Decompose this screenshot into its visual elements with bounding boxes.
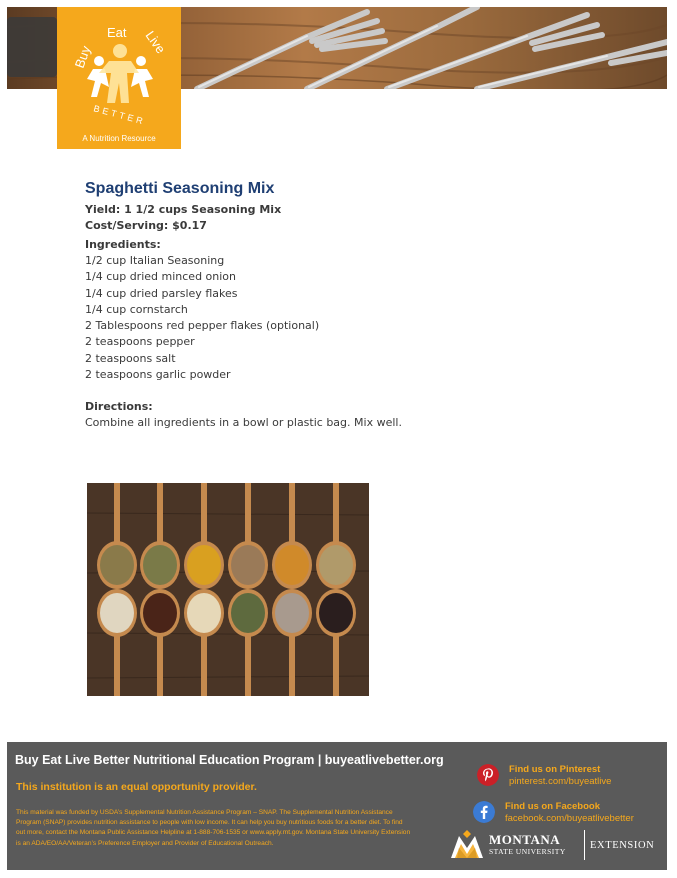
- facebook-icon: [473, 801, 495, 823]
- ingredient-item: 1/4 cup cornstarch: [85, 302, 188, 316]
- msu-divider: [584, 830, 585, 860]
- ingredient-item: 1/4 cup dried minced onion: [85, 270, 237, 284]
- footer-title: Buy Eat Live Better Nutritional Education Program | buyeatlivebetter.org: [15, 753, 444, 767]
- logo-word-live: Live: [142, 28, 169, 57]
- montana-state-university-extension-logo: [447, 830, 662, 862]
- ingredient-item: 2 teaspoons pepper: [85, 335, 195, 349]
- logo-tagline: A Nutrition Resource: [82, 134, 156, 143]
- recipe-cost: Cost/Serving: $0.17: [85, 219, 207, 232]
- logo-word-eat: Eat: [107, 25, 127, 40]
- directions-label: Directions:: [85, 400, 153, 414]
- pinterest-url[interactable]: pinterest.com/buyeatlive: [509, 776, 612, 787]
- ingredient-item: 1/2 cup Italian Seasoning: [85, 254, 225, 267]
- footer: [7, 742, 667, 870]
- spices-on-spoons-image: [87, 483, 369, 696]
- facebook-url[interactable]: facebook.com/buyeatlivebetter: [505, 813, 634, 824]
- recipe-section: [85, 180, 605, 432]
- pinterest-heading: Find us on Pinterest: [509, 764, 601, 775]
- equal-opportunity-statement: This institution is an equal opportunity provider.: [16, 781, 257, 793]
- logo-word-buy: Buy: [71, 43, 94, 71]
- pinterest-icon: [477, 764, 499, 786]
- recipe-title: Spaghetti Seasoning Mix: [85, 180, 275, 197]
- snap-funding-disclaimer: This material was funded by USDA’s Supplemental Nutrition Assistance Program – SNAP. The Supplemental Nutrition Assistance Program (SNAP) provides nutrition assistance to people with low income. It can help you buy nutritious foods for a better diet. To find out more, contact the Montana Public Assistance Helpline at 1-888-706-1535 or www.apply.mt.gov. Montana State University Extension is an ADA/EO/AA/Veteran’s Preference Employer and Provider of Educational Outreach.: [16, 809, 411, 847]
- directions-text: Combine all ingredients in a bowl or plastic bag. Mix well.: [85, 416, 402, 430]
- msu-name: MONTANA: [489, 832, 561, 847]
- facebook-heading: Find us on Facebook: [505, 801, 601, 812]
- ingredient-item: 2 teaspoons salt: [85, 351, 176, 365]
- buy-eat-live-better-logo: [57, 7, 181, 149]
- recipe-yield: Yield: 1 1/2 cups Seasoning Mix: [85, 203, 282, 216]
- ingredient-item: 1/4 cup dried parsley flakes: [85, 286, 238, 300]
- logo-word-better: BETTER: [92, 103, 147, 127]
- ingredient-item: 2 Tablespoons red pepper flakes (optional): [85, 319, 320, 333]
- msu-extension-label: EXTENSION: [590, 840, 655, 851]
- ingredient-item: 2 teaspoons garlic powder: [85, 368, 231, 382]
- msu-m-mountain-icon: [449, 830, 485, 860]
- msu-subtitle: STATE UNIVERSITY: [489, 847, 566, 856]
- ingredients-label: Ingredients:: [85, 238, 161, 251]
